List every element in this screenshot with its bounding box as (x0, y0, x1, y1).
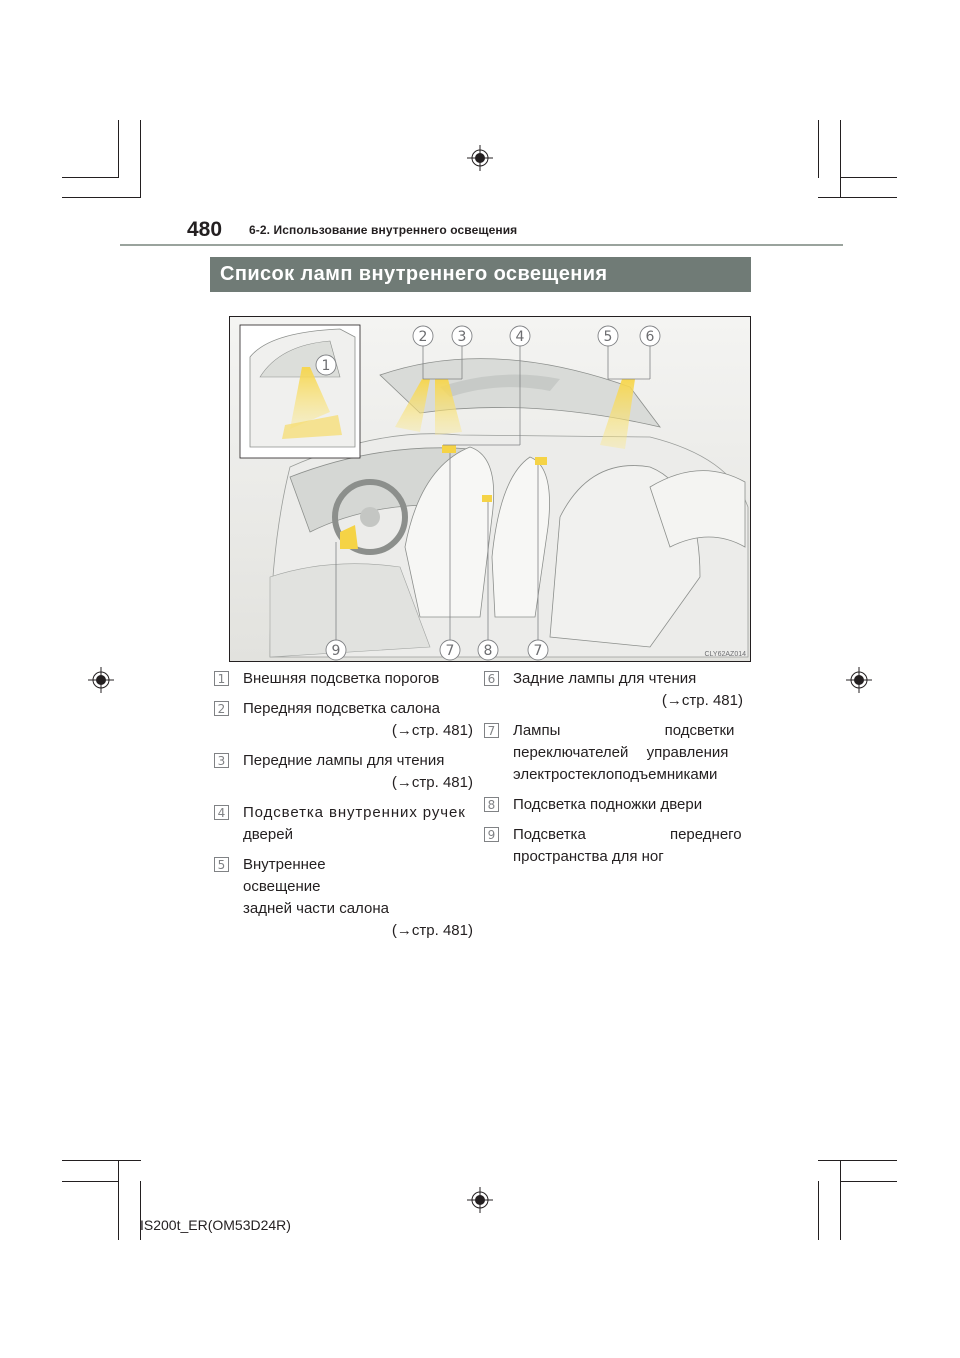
callout-8 (478, 640, 498, 660)
page-reference: (→стр. 481) (391, 722, 473, 739)
item-number: 6 (484, 671, 499, 686)
legend-item (484, 794, 743, 816)
page-reference: (→стр. 481) (661, 692, 743, 709)
item-text: Подсветка внутренних ручек (243, 804, 466, 821)
item-text: переключателей управления (513, 744, 729, 761)
item-number: 7 (484, 723, 499, 738)
svg-text:7: 7 (533, 643, 543, 659)
item-number: 3 (214, 753, 229, 768)
registration-mark-icon (88, 667, 114, 693)
callout-1 (316, 355, 336, 375)
item-text: Передние лампы для чтения (243, 752, 445, 769)
callout-9 (326, 640, 346, 660)
item-number: 5 (214, 857, 229, 872)
legend-item (214, 668, 473, 690)
registration-mark-icon (467, 1187, 493, 1213)
svg-text:7: 7 (445, 643, 455, 659)
item-text: Подсветка подножки двери (513, 796, 703, 813)
item-text: пространства для ног (513, 848, 664, 865)
legend-item (214, 750, 473, 794)
item-text: Лампы подсветки (513, 722, 735, 739)
page-reference: (→стр. 481) (391, 774, 473, 791)
crop-mark (140, 120, 141, 198)
svg-text:5: 5 (603, 329, 613, 345)
svg-text:8: 8 (483, 643, 493, 659)
callout-7 (528, 640, 548, 660)
svg-text:4: 4 (515, 329, 525, 345)
crop-mark (818, 120, 819, 178)
crop-mark (118, 1160, 119, 1240)
crop-mark (818, 197, 897, 198)
item-text: Подсветка переднего (513, 826, 742, 843)
crop-mark (840, 1181, 897, 1182)
svg-text:3: 3 (457, 329, 467, 345)
item-text: Внешняя подсветка порогов (243, 670, 440, 687)
legend-item (214, 854, 473, 942)
crop-mark (840, 1160, 841, 1240)
legend-item (484, 824, 743, 868)
item-number: 9 (484, 827, 499, 842)
callout-6 (640, 326, 660, 346)
callout-2 (413, 326, 433, 346)
crop-mark (840, 177, 897, 178)
manual-code: IS200t_ER(OM53D24R) (140, 1217, 291, 1233)
crop-mark (62, 1160, 141, 1161)
callout-5 (598, 326, 618, 346)
svg-text:6: 6 (645, 329, 655, 345)
callout-4 (510, 326, 530, 346)
item-text: Внутреннее освещение (243, 856, 326, 895)
crop-mark (840, 120, 841, 198)
item-text: задней части салона (243, 900, 389, 917)
page-number: 480 (187, 218, 223, 241)
figure-code: CLY62AZ014 (704, 651, 746, 658)
legend-left (214, 668, 473, 950)
item-number: 4 (214, 805, 229, 820)
item-text: электростеклоподъемниками (513, 766, 718, 783)
header-divider (120, 244, 843, 246)
legend-item (484, 720, 743, 786)
callout-3 (452, 326, 472, 346)
item-text: Задние лампы для чтения (513, 670, 697, 687)
interior-lights-figure (229, 316, 751, 662)
callout-7 (440, 640, 460, 660)
item-text: дверей (243, 826, 293, 843)
legend-item (214, 802, 473, 846)
legend-item (484, 668, 743, 712)
crop-mark (818, 1181, 819, 1240)
crop-mark (62, 197, 141, 198)
registration-mark-icon (846, 667, 872, 693)
item-text: Передняя подсветка салона (243, 700, 440, 717)
svg-text:2: 2 (418, 329, 428, 345)
crop-mark (118, 120, 119, 178)
crop-mark (818, 1160, 897, 1161)
section-heading: 6-2. Использование внутреннего освещения (249, 223, 518, 237)
registration-mark-icon (467, 145, 493, 171)
svg-text:9: 9 (331, 643, 341, 659)
crop-mark (62, 177, 119, 178)
item-number: 1 (214, 671, 229, 686)
page-title: Список ламп внутреннего освещения (210, 257, 751, 292)
item-number: 2 (214, 701, 229, 716)
car-interior-illustration (230, 317, 751, 662)
page-reference: (→стр. 481) (391, 922, 473, 939)
legend-right (484, 668, 743, 876)
svg-text:1: 1 (321, 358, 331, 374)
crop-mark (62, 1181, 119, 1182)
item-number: 8 (484, 797, 499, 812)
legend-item (214, 698, 473, 742)
